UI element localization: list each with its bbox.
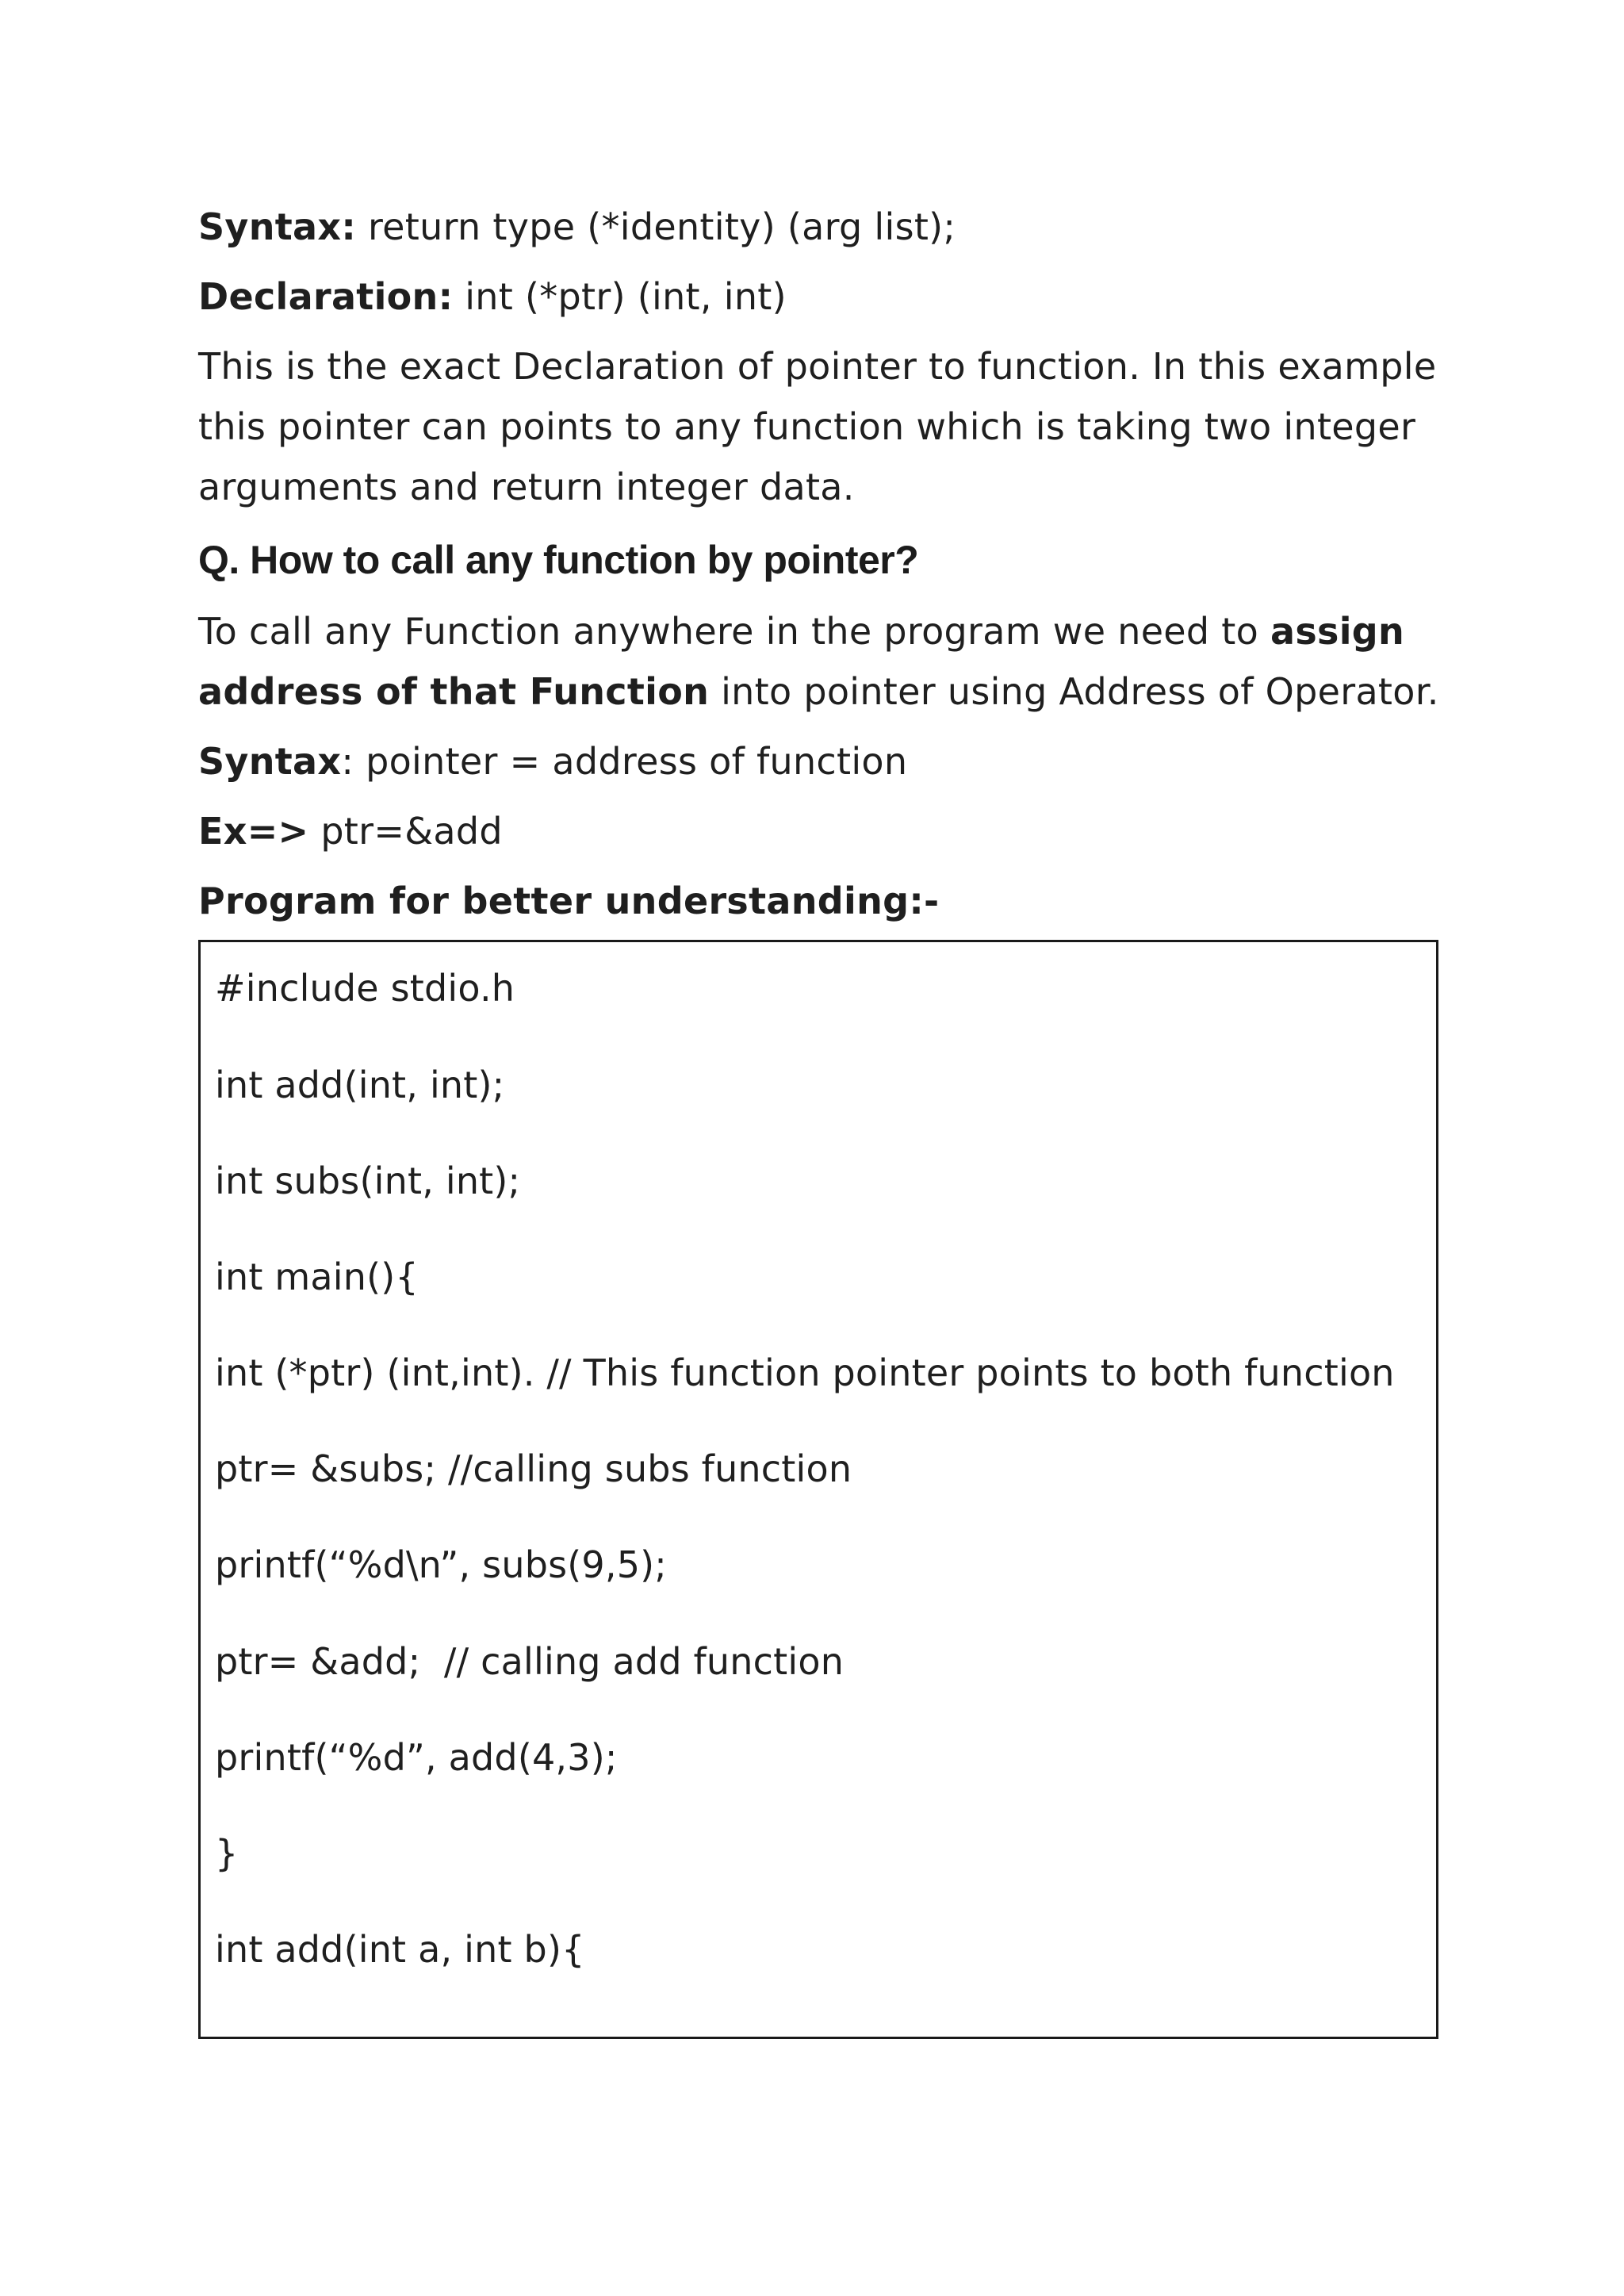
syntax-2-label: Syntax xyxy=(198,740,342,783)
syntax-2-line xyxy=(198,731,1443,792)
answer-line-1-plain: To call any Function anywhere in the program we need to xyxy=(198,610,1271,653)
code-line-8: ptr= &add; // calling add function xyxy=(215,1640,845,1683)
answer-line-2-plain: into pointer using Address of Operator. xyxy=(709,670,1439,713)
syntax-2-text: : pointer = address of function xyxy=(341,740,908,783)
code-line-1: #include stdio.h xyxy=(215,967,515,1010)
code-line-10: } xyxy=(215,1832,239,1875)
code-box xyxy=(198,940,1438,2039)
syntax-line xyxy=(198,197,1443,257)
syntax-label: Syntax: xyxy=(198,205,357,248)
question-heading: Q. How to call any function by pointer? xyxy=(198,538,919,582)
example-label: Ex=> xyxy=(198,810,309,853)
declaration-text: int (*ptr) (int, int) xyxy=(453,275,787,318)
program-heading: Program for better understanding:- xyxy=(198,880,940,922)
document-body xyxy=(198,197,1443,931)
syntax-text: return type (*identity) (arg list); xyxy=(356,205,956,248)
explanation-line-2: this pointer can points to any function which is taking two integer xyxy=(198,405,1416,448)
code-line-6: ptr= &subs; //calling subs function xyxy=(215,1447,852,1490)
code-line-4: int main(){ xyxy=(215,1255,419,1298)
example-text: ptr=&add xyxy=(308,810,503,853)
explanation-paragraph xyxy=(198,336,1443,517)
declaration-label: Declaration: xyxy=(198,275,454,318)
answer-paragraph xyxy=(198,601,1443,722)
example-line xyxy=(198,801,1443,861)
code-line-3: int subs(int, int); xyxy=(215,1159,521,1202)
code-line-11: int add(int a, int b){ xyxy=(215,1928,585,1971)
code-line-2: int add(int, int); xyxy=(215,1064,505,1106)
declaration-line xyxy=(198,266,1443,327)
answer-line-2-bold: address of that Function xyxy=(198,670,710,713)
explanation-line-1: This is the exact Declaration of pointer to function. In this example xyxy=(198,345,1437,388)
code-line-7: printf(“%d\n”, subs(9,5); xyxy=(215,1543,668,1586)
answer-line-1-bold: assign xyxy=(1270,610,1405,653)
code-line-9: printf(“%d”, add(4,3); xyxy=(215,1736,618,1779)
explanation-line-3: arguments and return integer data. xyxy=(198,466,855,508)
code-line-5: int (*ptr) (int,int). // This function pointer points to both function xyxy=(215,1351,1395,1394)
